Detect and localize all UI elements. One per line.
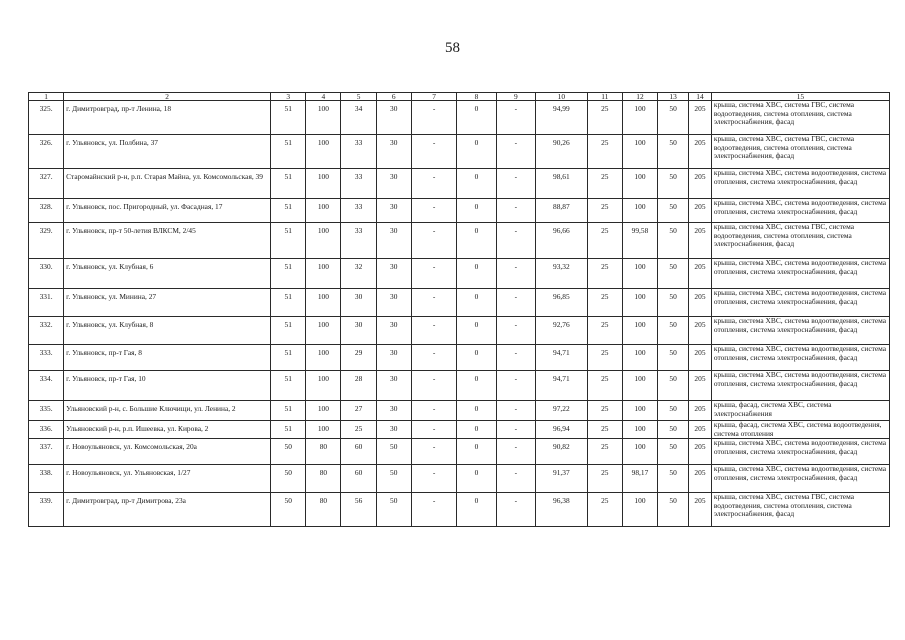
col-10: 97,22 <box>535 401 587 421</box>
col-6: 30 <box>376 371 411 401</box>
address: Старомайнский р-н, р.п. Старая Майна, ул. Комсомольская, 39 <box>64 169 271 199</box>
works-list: крыша, система ХВС, система водоотведения, система отопления, система электроснабжения, фасад <box>711 289 889 317</box>
col-5: 32 <box>341 259 376 289</box>
table-row <box>29 421 890 439</box>
address: г. Ульяновск, ул. Полбина, 37 <box>64 135 271 169</box>
col-3: 51 <box>271 289 306 317</box>
col-12: 100 <box>622 169 657 199</box>
col-7: - <box>411 259 457 289</box>
col-14: 205 <box>689 169 712 199</box>
row-number: 328. <box>29 199 64 223</box>
col-6: 30 <box>376 401 411 421</box>
row-number: 337. <box>29 439 64 465</box>
col-8: 0 <box>457 135 496 169</box>
col-8: 0 <box>457 223 496 259</box>
header-row <box>29 93 890 101</box>
page-number: 58 <box>445 40 460 56</box>
address: Ульяновский р-н, с. Большие Ключищи, ул. Ленина, 2 <box>64 401 271 421</box>
col-14: 205 <box>689 421 712 439</box>
col-6: 30 <box>376 199 411 223</box>
col-4: 100 <box>306 135 341 169</box>
row-number: 326. <box>29 135 64 169</box>
col-3: 51 <box>271 421 306 439</box>
address: г. Димитровград, пр-т Димитрова, 23а <box>64 493 271 527</box>
col-5: 30 <box>341 289 376 317</box>
col-13: 50 <box>658 101 689 135</box>
row-number: 332. <box>29 317 64 345</box>
col-7: - <box>411 371 457 401</box>
col-8: 0 <box>457 401 496 421</box>
col-9: - <box>496 169 535 199</box>
col-5: 33 <box>341 199 376 223</box>
works-list: крыша, система ХВС, система ГВС, система водоотведения, система отопления, система электроснабжения, фасад <box>711 135 889 169</box>
col-11: 25 <box>587 199 622 223</box>
header-cell: 15 <box>711 93 889 101</box>
col-6: 30 <box>376 169 411 199</box>
col-10: 96,94 <box>535 421 587 439</box>
col-13: 50 <box>658 135 689 169</box>
col-12: 100 <box>622 421 657 439</box>
col-4: 100 <box>306 371 341 401</box>
header-cell: 6 <box>376 93 411 101</box>
col-12: 100 <box>622 289 657 317</box>
row-number: 334. <box>29 371 64 401</box>
col-10: 92,76 <box>535 317 587 345</box>
col-14: 205 <box>689 223 712 259</box>
col-4: 80 <box>306 465 341 493</box>
header-cell: 1 <box>29 93 64 101</box>
header-cell: 9 <box>496 93 535 101</box>
works-list: крыша, система ХВС, система водоотведения, система отопления, система электроснабжения, фасад <box>711 465 889 493</box>
col-4: 100 <box>306 421 341 439</box>
col-4: 100 <box>306 223 341 259</box>
col-5: 60 <box>341 439 376 465</box>
col-12: 100 <box>622 345 657 371</box>
col-14: 205 <box>689 101 712 135</box>
col-10: 96,38 <box>535 493 587 527</box>
col-6: 30 <box>376 101 411 135</box>
col-14: 205 <box>689 289 712 317</box>
col-11: 25 <box>587 317 622 345</box>
col-5: 56 <box>341 493 376 527</box>
col-8: 0 <box>457 101 496 135</box>
col-4: 100 <box>306 169 341 199</box>
col-3: 50 <box>271 465 306 493</box>
col-3: 51 <box>271 345 306 371</box>
col-10: 94,71 <box>535 345 587 371</box>
col-9: - <box>496 317 535 345</box>
col-9: - <box>496 345 535 371</box>
col-6: 30 <box>376 223 411 259</box>
table-row <box>29 439 890 465</box>
table-row <box>29 345 890 371</box>
col-12: 100 <box>622 371 657 401</box>
address: г. Ульяновск, пос. Пригородный, ул. Фасадная, 17 <box>64 199 271 223</box>
table-row <box>29 465 890 493</box>
col-3: 51 <box>271 401 306 421</box>
address: г. Ульяновск, пр-т Гая, 10 <box>64 371 271 401</box>
col-3: 51 <box>271 223 306 259</box>
address: г. Ульяновск, ул. Минина, 27 <box>64 289 271 317</box>
col-6: 30 <box>376 259 411 289</box>
col-13: 50 <box>658 439 689 465</box>
col-14: 205 <box>689 493 712 527</box>
address: г. Ульяновск, пр-т 50-летия ВЛКСМ, 2/45 <box>64 223 271 259</box>
col-5: 60 <box>341 465 376 493</box>
address: Ульяновский р-н, р.п. Ишеевка, ул. Кирова, 2 <box>64 421 271 439</box>
col-12: 100 <box>622 199 657 223</box>
row-number: 339. <box>29 493 64 527</box>
col-10: 96,85 <box>535 289 587 317</box>
col-11: 25 <box>587 169 622 199</box>
col-13: 50 <box>658 199 689 223</box>
col-9: - <box>496 289 535 317</box>
col-11: 25 <box>587 135 622 169</box>
row-number: 329. <box>29 223 64 259</box>
col-5: 25 <box>341 421 376 439</box>
col-7: - <box>411 199 457 223</box>
address: г. Ульяновск, пр-т Гая, 8 <box>64 345 271 371</box>
col-3: 51 <box>271 371 306 401</box>
col-9: - <box>496 101 535 135</box>
works-list: крыша, система ХВС, система ГВС, система водоотведения, система отопления, система электроснабжения, фасад <box>711 223 889 259</box>
col-10: 88,87 <box>535 199 587 223</box>
works-list: крыша, система ХВС, система ГВС, система водоотведения, система отопления, система электроснабжения, фасад <box>711 101 889 135</box>
col-9: - <box>496 223 535 259</box>
col-5: 33 <box>341 169 376 199</box>
header-cell: 12 <box>622 93 657 101</box>
col-6: 30 <box>376 289 411 317</box>
col-9: - <box>496 401 535 421</box>
col-8: 0 <box>457 493 496 527</box>
col-10: 93,32 <box>535 259 587 289</box>
col-14: 205 <box>689 259 712 289</box>
header-cell: 7 <box>411 93 457 101</box>
col-6: 30 <box>376 317 411 345</box>
col-13: 50 <box>658 259 689 289</box>
col-10: 90,26 <box>535 135 587 169</box>
col-14: 205 <box>689 199 712 223</box>
col-13: 50 <box>658 371 689 401</box>
col-4: 100 <box>306 199 341 223</box>
works-list: крыша, фасад, система ХВС, система водоотведения, система отопления <box>711 421 889 439</box>
header-cell: 14 <box>689 93 712 101</box>
col-11: 25 <box>587 101 622 135</box>
col-5: 27 <box>341 401 376 421</box>
col-11: 25 <box>587 401 622 421</box>
row-number: 331. <box>29 289 64 317</box>
table-row <box>29 289 890 317</box>
col-14: 205 <box>689 371 712 401</box>
table-row <box>29 259 890 289</box>
col-7: - <box>411 101 457 135</box>
col-5: 30 <box>341 317 376 345</box>
col-12: 98,17 <box>622 465 657 493</box>
col-9: - <box>496 199 535 223</box>
col-3: 50 <box>271 439 306 465</box>
col-5: 33 <box>341 223 376 259</box>
col-14: 205 <box>689 345 712 371</box>
col-8: 0 <box>457 345 496 371</box>
table-row <box>29 371 890 401</box>
table-row <box>29 223 890 259</box>
col-10: 94,99 <box>535 101 587 135</box>
table-row <box>29 401 890 421</box>
works-list: крыша, система ХВС, система водоотведения, система отопления, система электроснабжения, фасад <box>711 199 889 223</box>
col-4: 100 <box>306 401 341 421</box>
row-number: 327. <box>29 169 64 199</box>
works-list: крыша, фасад, система ХВС, система электроснабжения <box>711 401 889 421</box>
col-14: 205 <box>689 465 712 493</box>
col-7: - <box>411 421 457 439</box>
header-cell: 2 <box>64 93 271 101</box>
col-14: 205 <box>689 401 712 421</box>
table-row <box>29 317 890 345</box>
col-3: 50 <box>271 493 306 527</box>
col-10: 98,61 <box>535 169 587 199</box>
col-7: - <box>411 289 457 317</box>
row-number: 325. <box>29 101 64 135</box>
col-6: 50 <box>376 439 411 465</box>
col-12: 99,58 <box>622 223 657 259</box>
header-cell: 5 <box>341 93 376 101</box>
col-11: 25 <box>587 421 622 439</box>
col-11: 25 <box>587 223 622 259</box>
works-list: крыша, система ХВС, система водоотведения, система отопления, система электроснабжения, фасад <box>711 259 889 289</box>
row-number: 335. <box>29 401 64 421</box>
col-14: 205 <box>689 135 712 169</box>
table-row <box>29 199 890 223</box>
col-13: 50 <box>658 401 689 421</box>
col-7: - <box>411 169 457 199</box>
col-3: 51 <box>271 101 306 135</box>
header-cell: 3 <box>271 93 306 101</box>
col-7: - <box>411 439 457 465</box>
row-number: 338. <box>29 465 64 493</box>
col-7: - <box>411 493 457 527</box>
table-row <box>29 169 890 199</box>
col-12: 100 <box>622 101 657 135</box>
col-3: 51 <box>271 259 306 289</box>
col-12: 100 <box>622 439 657 465</box>
col-4: 100 <box>306 101 341 135</box>
table-row <box>29 101 890 135</box>
col-5: 34 <box>341 101 376 135</box>
col-8: 0 <box>457 289 496 317</box>
col-11: 25 <box>587 289 622 317</box>
col-5: 29 <box>341 345 376 371</box>
col-4: 100 <box>306 289 341 317</box>
col-3: 51 <box>271 199 306 223</box>
works-list: крыша, система ХВС, система водоотведения, система отопления, система электроснабжения, фасад <box>711 345 889 371</box>
col-11: 25 <box>587 371 622 401</box>
col-8: 0 <box>457 169 496 199</box>
col-6: 30 <box>376 135 411 169</box>
col-11: 25 <box>587 465 622 493</box>
address: г. Новоульяновск, ул. Ульяновская, 1/27 <box>64 465 271 493</box>
col-6: 30 <box>376 421 411 439</box>
col-4: 100 <box>306 345 341 371</box>
col-6: 50 <box>376 465 411 493</box>
col-8: 0 <box>457 465 496 493</box>
col-3: 51 <box>271 169 306 199</box>
col-10: 90,82 <box>535 439 587 465</box>
col-14: 205 <box>689 317 712 345</box>
address: г. Ульяновск, ул. Клубная, 8 <box>64 317 271 345</box>
col-12: 100 <box>622 493 657 527</box>
col-9: - <box>496 439 535 465</box>
col-11: 25 <box>587 345 622 371</box>
col-5: 33 <box>341 135 376 169</box>
col-9: - <box>496 465 535 493</box>
header-cell: 4 <box>306 93 341 101</box>
col-8: 0 <box>457 439 496 465</box>
col-8: 0 <box>457 259 496 289</box>
col-4: 80 <box>306 493 341 527</box>
col-6: 30 <box>376 345 411 371</box>
col-8: 0 <box>457 371 496 401</box>
row-number: 330. <box>29 259 64 289</box>
col-13: 50 <box>658 493 689 527</box>
col-6: 50 <box>376 493 411 527</box>
col-9: - <box>496 135 535 169</box>
col-7: - <box>411 317 457 345</box>
col-9: - <box>496 493 535 527</box>
works-list: крыша, система ХВС, система водоотведения, система отопления, система электроснабжения, фасад <box>711 371 889 401</box>
header-cell: 10 <box>535 93 587 101</box>
works-list: крыша, система ХВС, система водоотведения, система отопления, система электроснабжения, фасад <box>711 169 889 199</box>
col-7: - <box>411 465 457 493</box>
repair-table <box>28 92 890 527</box>
row-number: 336. <box>29 421 64 439</box>
col-13: 50 <box>658 223 689 259</box>
col-13: 50 <box>658 169 689 199</box>
address: г. Ульяновск, ул. Клубная, 6 <box>64 259 271 289</box>
col-8: 0 <box>457 199 496 223</box>
col-9: - <box>496 421 535 439</box>
col-4: 100 <box>306 259 341 289</box>
col-7: - <box>411 135 457 169</box>
col-7: - <box>411 401 457 421</box>
table-row <box>29 135 890 169</box>
col-8: 0 <box>457 421 496 439</box>
works-list: крыша, система ХВС, система ГВС, система водоотведения, система отопления, система электроснабжения, фасад <box>711 493 889 527</box>
works-list: крыша, система ХВС, система водоотведения, система отопления, система электроснабжения, фасад <box>711 317 889 345</box>
header-cell: 11 <box>587 93 622 101</box>
col-13: 50 <box>658 289 689 317</box>
col-3: 51 <box>271 317 306 345</box>
col-12: 100 <box>622 317 657 345</box>
address: г. Димитровград, пр-т Ленина, 18 <box>64 101 271 135</box>
col-10: 96,66 <box>535 223 587 259</box>
col-13: 50 <box>658 465 689 493</box>
works-list: крыша, система ХВС, система водоотведения, система отопления, система электроснабжения, фасад <box>711 439 889 465</box>
col-5: 28 <box>341 371 376 401</box>
col-11: 25 <box>587 439 622 465</box>
address: г. Новоульяновск, ул. Комсомольская, 20а <box>64 439 271 465</box>
table-row <box>29 493 890 527</box>
col-11: 25 <box>587 259 622 289</box>
col-13: 50 <box>658 421 689 439</box>
row-number: 333. <box>29 345 64 371</box>
header-cell: 8 <box>457 93 496 101</box>
col-12: 100 <box>622 401 657 421</box>
col-12: 100 <box>622 135 657 169</box>
col-4: 100 <box>306 317 341 345</box>
col-4: 80 <box>306 439 341 465</box>
col-10: 91,37 <box>535 465 587 493</box>
header-cell: 13 <box>658 93 689 101</box>
col-9: - <box>496 259 535 289</box>
col-10: 94,71 <box>535 371 587 401</box>
col-9: - <box>496 371 535 401</box>
col-13: 50 <box>658 317 689 345</box>
col-13: 50 <box>658 345 689 371</box>
col-8: 0 <box>457 317 496 345</box>
col-3: 51 <box>271 135 306 169</box>
col-7: - <box>411 345 457 371</box>
col-7: - <box>411 223 457 259</box>
col-14: 205 <box>689 439 712 465</box>
col-11: 25 <box>587 493 622 527</box>
col-12: 100 <box>622 259 657 289</box>
